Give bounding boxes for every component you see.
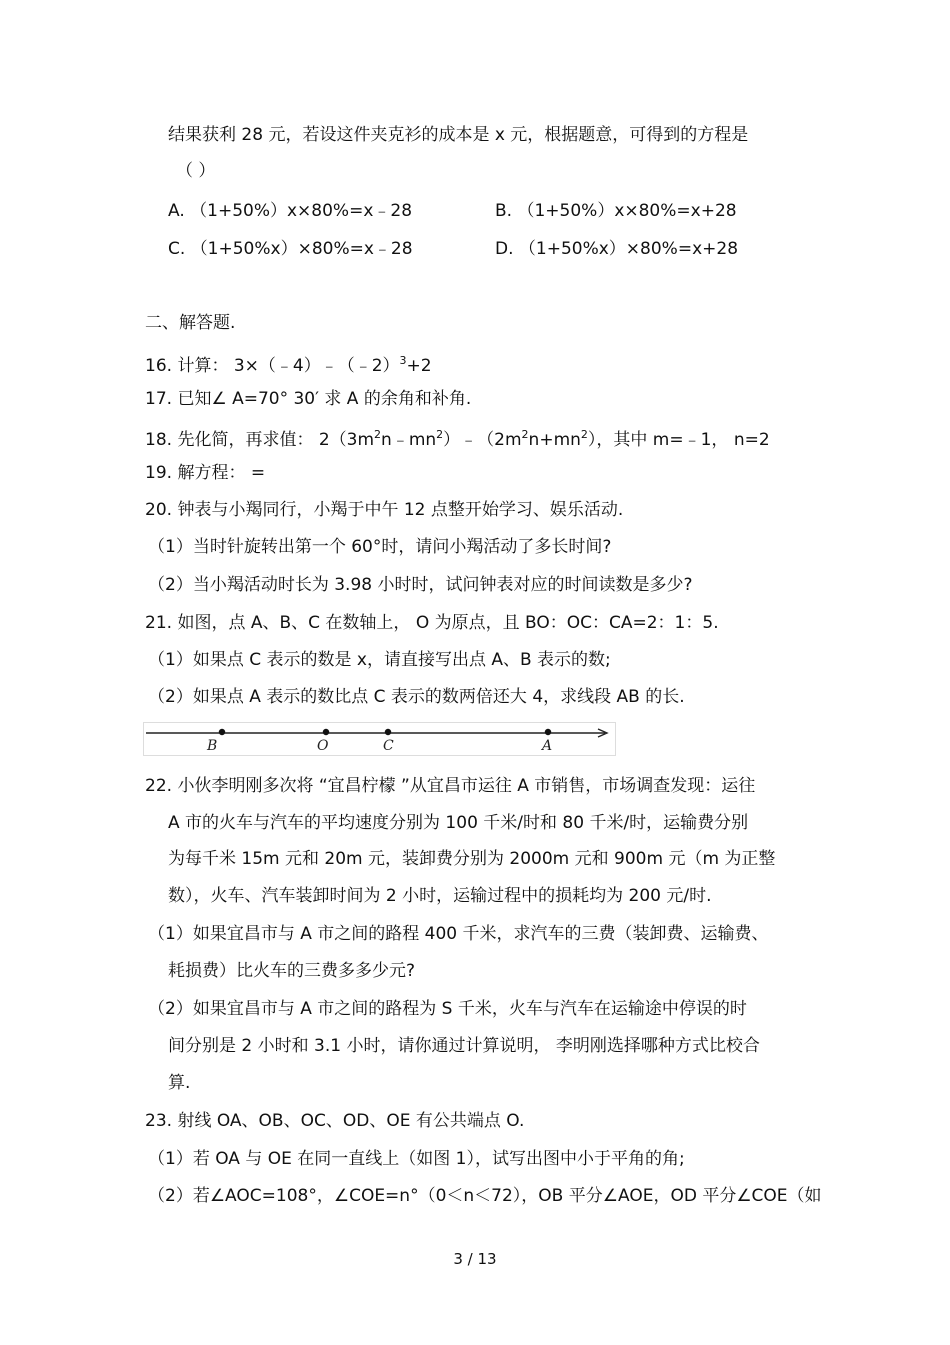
q21-stem: 21. 如图，点 A、B、C 在数轴上， O 为原点，且 BO：OC：CA=2：1：5. bbox=[145, 613, 719, 633]
question-18 bbox=[145, 424, 770, 451]
q22-stem-2: A 市的火车与汽车的平均速度分别为 100 千米/时和 80 千米/时，运输费分别 bbox=[168, 813, 749, 833]
q18-exp-3: 2 bbox=[521, 428, 529, 441]
q16-tail: +2 bbox=[406, 356, 432, 376]
q22-part-2c: 算. bbox=[168, 1073, 191, 1093]
q22-stem-1: 22. 小伙李明刚多次将 “宜昌柠檬 ”从宜昌市运往 A 市销售，市场调查发现：运往 bbox=[145, 776, 756, 796]
q18-part-b: n﹣mn bbox=[381, 430, 437, 450]
label-a: A bbox=[542, 738, 553, 754]
label-b: B bbox=[207, 738, 218, 754]
section-title: 二、解答题. bbox=[145, 313, 236, 333]
q23-stem: 23. 射线 OA、OB、OC、OD、OE 有公共端点 O. bbox=[145, 1111, 525, 1131]
question-17: 17. 已知∠ A=70° 30′ 求 A 的余角和补角. bbox=[145, 389, 472, 409]
q22-stem-3: 为每千米 15m 元和 20m 元，装卸费分别为 2000m 元和 900m 元（m 为正整 bbox=[168, 849, 776, 869]
q18-exp-1: 2 bbox=[374, 428, 382, 441]
point-c-dot bbox=[385, 729, 391, 735]
q18-part-c: ）﹣（2m bbox=[443, 430, 522, 450]
point-o-dot bbox=[323, 729, 329, 735]
label-o: O bbox=[317, 738, 329, 754]
q15-stem-line: 结果获利 28 元，若设这件夹克衫的成本是 x 元，根据题意，可得到的方程是 bbox=[168, 125, 749, 145]
q18-exp-4: 2 bbox=[580, 428, 588, 441]
q18-part-e: ），其中 m=﹣1， n=2 bbox=[587, 430, 770, 450]
q22-part-1a: （1）如果宜昌市与 A 市之间的路程 400 千米，求汽车的三费（装卸费、运输费、 bbox=[148, 924, 769, 944]
q20-part-2: （2）当小羯活动时长为 3.98 小时时，试问钟表对应的时间读数是多少? bbox=[148, 575, 693, 595]
q18-part-d: n+mn bbox=[528, 430, 581, 450]
q16-exponent: 3 bbox=[399, 354, 407, 367]
q18-exp-2: 2 bbox=[436, 428, 444, 441]
q21-part-2: （2）如果点 A 表示的数比点 C 表示的数两倍还大 4，求线段 AB 的长. bbox=[148, 687, 685, 707]
q20-part-1: （1）当时针旋转出第一个 60°时，请问小羯活动了多长时间? bbox=[148, 537, 612, 557]
q22-part-2b: 间分别是 2 小时和 3.1 小时，请你通过计算说明， 李明刚选择哪种方式比校合 bbox=[168, 1036, 760, 1056]
label-c: C bbox=[383, 738, 394, 754]
point-b-dot bbox=[219, 729, 225, 735]
number-line-figure bbox=[143, 722, 616, 756]
question-16 bbox=[145, 350, 432, 377]
q15-option-a: A. （1+50%）x×80%=x﹣28 bbox=[168, 201, 413, 221]
q15-option-d: D. （1+50%x）×80%=x+28 bbox=[495, 239, 739, 259]
page-number: 3 / 13 bbox=[453, 1250, 497, 1268]
q20-stem: 20. 钟表与小羯同行，小羯于中午 12 点整开始学习、娱乐活动. bbox=[145, 500, 624, 520]
question-19: 19. 解方程： = bbox=[145, 463, 266, 483]
q16-text: 16. 计算： 3×（﹣4）﹣（﹣2） bbox=[145, 356, 400, 376]
q23-part-1: （1）若 OA 与 OE 在同一直线上（如图 1），试写出图中小于平角的角; bbox=[148, 1149, 685, 1169]
q21-part-1: （1）如果点 C 表示的数是 x，请直接写出点 A、B 表示的数; bbox=[148, 650, 611, 670]
q18-part-a: 18. 先化简，再求值： 2（3m bbox=[145, 430, 375, 450]
q15-option-c: C. （1+50%x）×80%=x﹣28 bbox=[168, 239, 413, 259]
q22-part-1b: 耗损费）比火车的三费多多少元? bbox=[168, 961, 416, 981]
q22-part-2a: （2）如果宜昌市与 A 市之间的路程为 S 千米，火车与汽车在运输途中停误的时 bbox=[148, 999, 747, 1019]
point-a-dot bbox=[545, 729, 551, 735]
q15-blank: （ ） bbox=[176, 161, 216, 181]
q15-option-b: B. （1+50%）x×80%=x+28 bbox=[495, 201, 737, 221]
q23-part-2: （2）若∠AOC=108°，∠COE=n°（0＜n＜72），OB 平分∠AOE，OD 平分∠COE（如 bbox=[148, 1186, 822, 1206]
q22-stem-4: 数），火车、汽车装卸时间为 2 小时，运输过程中的损耗均为 200 元/时. bbox=[168, 886, 712, 906]
